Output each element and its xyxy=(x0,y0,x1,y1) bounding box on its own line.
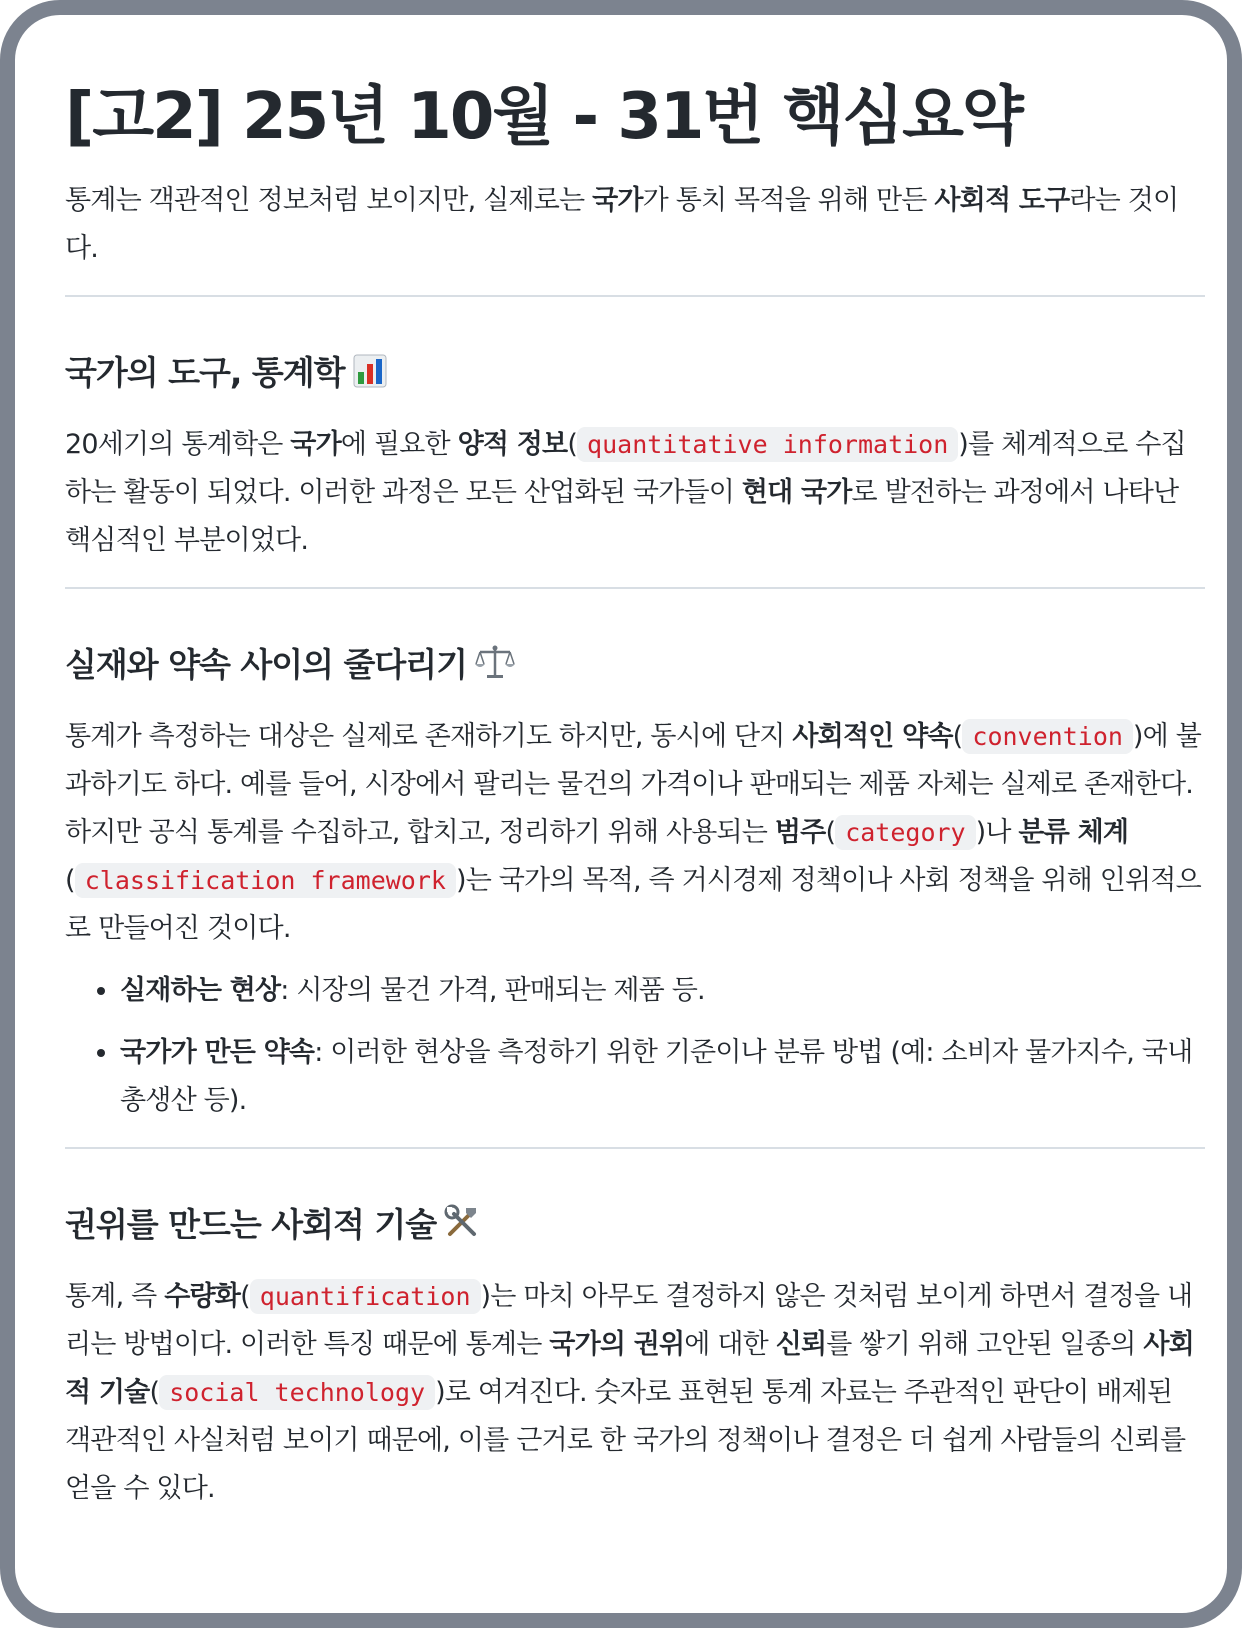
heading-text: 실재와 약속 사이의 줄다리기 xyxy=(65,645,468,684)
heading-text: 권위를 만드는 사회적 기술 xyxy=(65,1205,437,1244)
bold-text: 국가 xyxy=(290,429,341,460)
inline-code: quantitative information xyxy=(577,427,958,462)
text: 에 필요한 xyxy=(340,429,458,460)
text: ( xyxy=(65,865,75,896)
text: 통계는 객관적인 정보처럼 보이지만, 실제로는 xyxy=(65,185,593,216)
list-item xyxy=(120,1029,1205,1125)
inline-code: quantification xyxy=(250,1279,481,1314)
bold-text: 사회적 도구 xyxy=(934,185,1070,216)
bold-text: 국가가 만든 약속 xyxy=(120,1037,315,1068)
text: ( xyxy=(149,1377,160,1408)
bold-text: 양적 정보 xyxy=(457,429,568,460)
bold-text: 수량화 xyxy=(164,1281,241,1312)
text: 로 발전하는 과정에서 나타난 핵심적인 부분이었다. xyxy=(65,477,1179,556)
inline-code: category xyxy=(835,815,975,850)
divider xyxy=(65,587,1205,589)
bold-text: 범주 xyxy=(774,817,826,848)
section-heading-1 xyxy=(65,349,1205,401)
text: 를 쌓기 위해 고안된 일종의 xyxy=(826,1329,1144,1360)
text: 통계가 측정하는 대상은 실제로 존재하기도 하지만, 동시에 단지 xyxy=(65,721,793,752)
text: )나 xyxy=(975,817,1019,848)
text: )는 마치 아무도 결정하지 않은 것처럼 보이게 하면서 결정을 내리는 방법이다. 이러한 특징 때문에 통계는 xyxy=(65,1281,1193,1360)
bold-text: 실재하는 현상 xyxy=(120,975,281,1006)
text: 가 통치 목적을 위해 만든 xyxy=(642,185,935,216)
text: : 시장의 물건 가격, 판매되는 제품 등. xyxy=(280,975,705,1006)
heading-text: 국가의 도구, 통계학 xyxy=(65,353,345,392)
bold-text: 사회적인 약속 xyxy=(792,721,953,752)
inline-code: convention xyxy=(962,719,1133,754)
divider xyxy=(65,295,1205,297)
section-3-paragraph xyxy=(65,1273,1205,1513)
section-2-paragraph xyxy=(65,713,1205,953)
bold-text: 현대 국가 xyxy=(741,477,852,508)
inline-code: classification framework xyxy=(75,863,456,898)
text: ( xyxy=(567,429,578,460)
text: )를 체계적으로 수집하는 활동이 되었다. 이러한 과정은 모든 산업화된 국가들이 xyxy=(65,429,1186,508)
page-title: [고2] 25년 10월 - 31번 핵심요약 xyxy=(65,80,1022,154)
text: ( xyxy=(240,1281,250,1312)
text: : 이러한 현상을 측정하기 위한 기준이나 분류 방법 (예: 소비자 물가지수, 국내 총생산 등). xyxy=(120,1037,1193,1116)
text: ( xyxy=(825,817,836,848)
text: 라는 것이다. xyxy=(65,185,1179,264)
bar-chart-icon xyxy=(353,353,387,401)
text: )에 불과하기도 하다. 예를 들어, 시장에서 팔리는 물건의 가격이나 판매되는 제품 자체는 실제로 존재한다. 하지만 공식 통계를 수집하고, 합치고, 정리하기 위해 사용되는 xyxy=(65,721,1202,848)
text: 에 대한 xyxy=(684,1329,776,1360)
section-heading-3 xyxy=(65,1201,1205,1253)
section-heading-2 xyxy=(65,641,1205,693)
scales-icon xyxy=(475,644,515,693)
text: ( xyxy=(952,721,963,752)
tools-icon xyxy=(444,1204,480,1253)
bold-text: 국가 xyxy=(592,185,643,216)
text: )로 여겨진다. 숫자로 표현된 통계 자료는 주관적인 판단이 배제된 객관적인 사실처럼 보이기 때문에, 이를 근거로 한 국가의 정책이나 결정은 더 쉽게 사람들의 신뢰를 얻을 수 있다. xyxy=(65,1377,1186,1504)
bold-text: 국가의 권위 xyxy=(549,1329,685,1360)
document-content xyxy=(65,77,1205,1513)
intro-paragraph xyxy=(65,177,1205,273)
text: 통계, 즉 xyxy=(65,1281,165,1312)
divider xyxy=(65,1147,1205,1149)
bold-text: 신뢰 xyxy=(775,1329,827,1360)
section-1-paragraph xyxy=(65,421,1205,565)
inline-code: social technology xyxy=(159,1375,435,1410)
text: )는 국가의 목적, 즉 거시경제 정책이나 사회 정책을 위해 인위적으로 만들어진 것이다. xyxy=(65,865,1201,944)
bullet-list xyxy=(65,967,1205,1125)
text: 20세기의 통계학은 xyxy=(65,429,291,460)
bold-text: 분류 체계 xyxy=(1018,817,1129,848)
bold-text: 사회적 기술 xyxy=(65,1329,1194,1408)
list-item xyxy=(120,967,1205,1015)
